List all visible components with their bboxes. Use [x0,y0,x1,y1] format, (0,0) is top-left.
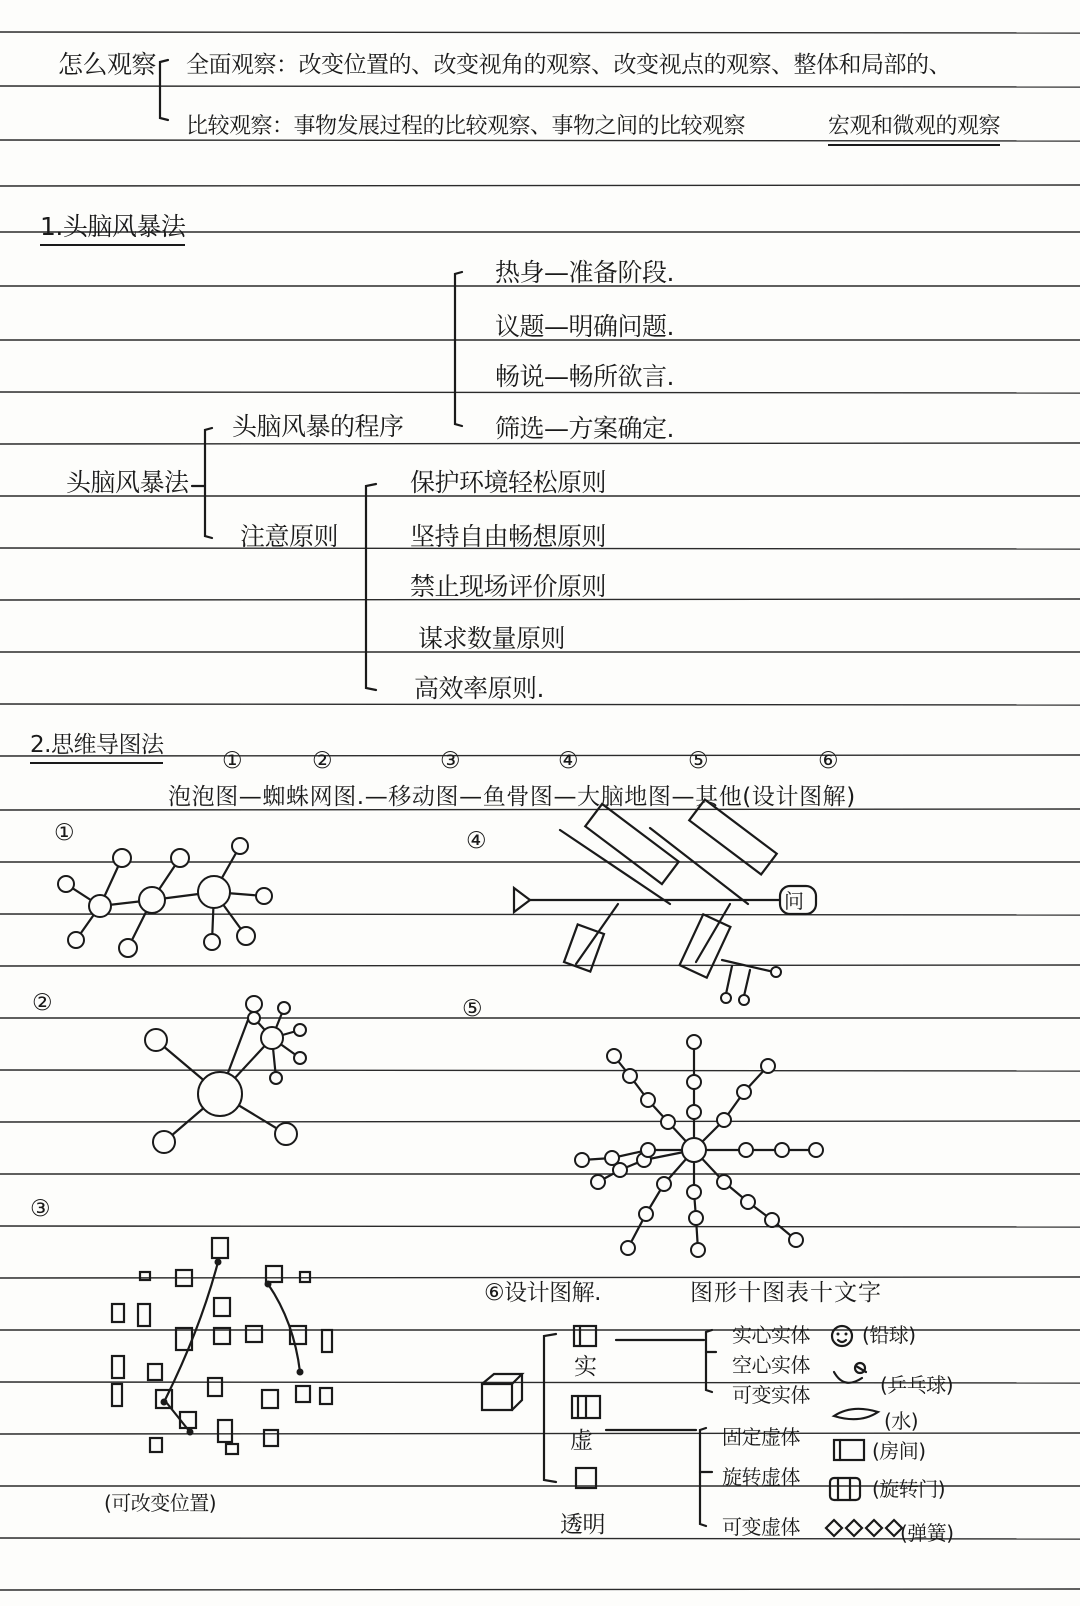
brain-node [687,1075,701,1089]
move-box [262,1390,278,1408]
move-dot [161,1399,168,1406]
move-box [246,1326,262,1342]
bubble-node [171,849,189,867]
procedure-step-4: 筛选—方案确定. [495,414,674,443]
diagram-number-3: ③ [30,1196,51,1222]
brain-node [761,1059,775,1073]
brainstorm-root: 头脑风暴法 [66,468,189,497]
type-number-3: ③ [440,748,461,774]
move-box [218,1420,232,1442]
design-formula: 图形十图表十文字 [690,1280,882,1306]
bubble-map-diagram [58,838,272,957]
bubble-node [89,895,111,917]
fishbone-diagram [514,800,816,1005]
bubble-node [119,939,137,957]
move-box [140,1272,150,1280]
brain-node [717,1113,731,1127]
brainstorm-tree-lines [192,272,462,690]
bubble-node [237,927,255,945]
spider-node [275,1123,297,1145]
moving-map-diagram [112,1238,332,1454]
observe-bracket [160,60,168,120]
spider-hub [261,1027,283,1049]
procedure-step-3: 畅说—畅所欲言. [495,362,674,391]
virtual-example-1: (房间) [872,1439,926,1463]
move-box [214,1298,230,1316]
move-box [264,1430,278,1446]
move-box [214,1328,230,1344]
real-item-3: 可变实体 [732,1383,810,1407]
brain-node [691,1243,705,1257]
move-box [138,1304,150,1326]
move-box [226,1444,238,1454]
brainstorm-heading: 1.头脑风暴法 [40,212,185,246]
brain-node [641,1093,655,1107]
type-number-1: ① [222,748,243,774]
brain-node [591,1175,605,1189]
spider-node [270,1072,282,1084]
diagram-number-5: ⑤ [462,996,483,1022]
brain-node [789,1233,803,1247]
bubble-node [232,838,248,854]
brain-node [765,1213,779,1227]
move-box [112,1304,124,1322]
brain-node [717,1175,731,1189]
real-example-1: (铅球) [862,1323,916,1347]
brain-node [809,1143,823,1157]
move-box [112,1356,124,1378]
spider-node [294,1052,306,1064]
spider-node [145,1029,167,1051]
brain-node [657,1177,671,1191]
brain-node [623,1069,637,1083]
spider-center [198,1072,242,1116]
fishbone-head-label: 问 [784,889,804,913]
move-box [148,1364,162,1380]
move-box [208,1378,222,1396]
branch-transparent: 透明 [560,1512,605,1538]
move-box [176,1270,192,1286]
procedure-step-2: 议题—明确问题. [495,312,674,341]
observe-line-1: 全面观察：改变位置的、改变视角的观察、改变视点的观察、整体和局部的、 [186,52,951,78]
mindmap-heading: 2.思维导图法 [30,730,163,764]
brain-node [687,1185,701,1199]
move-box [322,1330,332,1352]
branch-principles: 注意原则 [240,522,339,551]
brain-node [575,1153,589,1167]
bubble-node [113,849,131,867]
bubble-node [256,888,272,904]
design-title: ⑥设计图解. [484,1280,601,1306]
mindmap-types-line: 泡泡图—蜘蛛网图.—移动图—鱼骨图—大脑地图—其他(设计图解) [168,784,856,810]
principle-2: 坚持自由畅想原则 [410,522,607,551]
bubble-node [58,876,74,892]
brain-node [737,1085,751,1099]
move-box [212,1238,228,1258]
brain-node [687,1035,701,1049]
bubble-node [139,887,165,913]
real-item-2: 空心实体 [732,1353,810,1377]
bubble-node [204,934,220,950]
principle-4: 谋求数量原则 [418,624,566,653]
principle-3: 禁止现场评价原则 [410,572,607,601]
brain-node [741,1195,755,1209]
move-dot [187,1429,194,1436]
observe-line-2-tail: 宏观和微观的观察 [828,112,1000,146]
brain-node [621,1241,635,1255]
spider-node [294,1024,306,1036]
move-dot [265,1281,272,1288]
move-box [300,1272,310,1282]
move-box [320,1388,332,1404]
real-item-1: 实心实体 [732,1323,810,1347]
spider-node [153,1131,175,1153]
type-number-6: ⑥ [818,748,839,774]
diagram-number-1: ① [54,820,75,846]
move-dot [215,1259,222,1266]
real-example-3: (水) [884,1409,919,1433]
virtual-example-2: (旋转门) [872,1477,946,1501]
brain-node [687,1105,701,1119]
brain-node [775,1143,789,1157]
type-number-4: ④ [558,748,579,774]
design-diagram [482,1326,902,1536]
spider-node [246,996,262,1012]
move-diagram-caption: (可改变位置) [104,1491,217,1515]
brain-node [605,1151,619,1165]
principle-5: 高效率原则. [414,674,544,703]
branch-virtual: 虚 [570,1428,593,1454]
diagram-number-4: ④ [466,828,487,854]
brain-node [689,1211,703,1225]
branch-real: 实 [574,1354,597,1380]
observe-line-2: 比较观察：事物发展过程的比较观察、事物之间的比较观察 [186,114,746,139]
type-number-2: ② [312,748,333,774]
move-box [180,1412,196,1428]
virtual-item-3: 可变虚体 [722,1515,800,1539]
spider-node [278,1002,290,1014]
brain-node [607,1049,621,1063]
virtual-item-1: 固定虚体 [722,1425,800,1449]
move-box [150,1438,162,1452]
spider-map-diagram [145,996,306,1153]
procedure-step-1: 热身—准备阶段. [495,258,674,287]
real-example-2: (乒乓球) [880,1373,954,1397]
virtual-item-2: 旋转虚体 [722,1465,800,1489]
virtual-example-3: (弹簧) [900,1521,954,1545]
spider-node [248,1012,260,1024]
move-path [268,1284,300,1372]
principle-1: 保护环境轻松原则 [410,468,607,497]
type-number-5: ⑤ [688,748,709,774]
branch-procedure: 头脑风暴的程序 [232,412,404,441]
move-box [296,1386,310,1402]
move-box [112,1384,122,1406]
move-box [266,1266,282,1282]
observe-title: 怎么观察 [58,50,157,79]
move-dot [297,1369,304,1376]
brain-map-diagram [575,1035,823,1257]
diagram-number-2: ② [32,990,53,1016]
bubble-node [68,932,84,948]
brain-node [641,1143,655,1157]
brain-node [739,1143,753,1157]
brain-center [682,1138,706,1162]
brain-node [639,1207,653,1221]
bubble-node [198,876,230,908]
brain-node [661,1115,675,1129]
